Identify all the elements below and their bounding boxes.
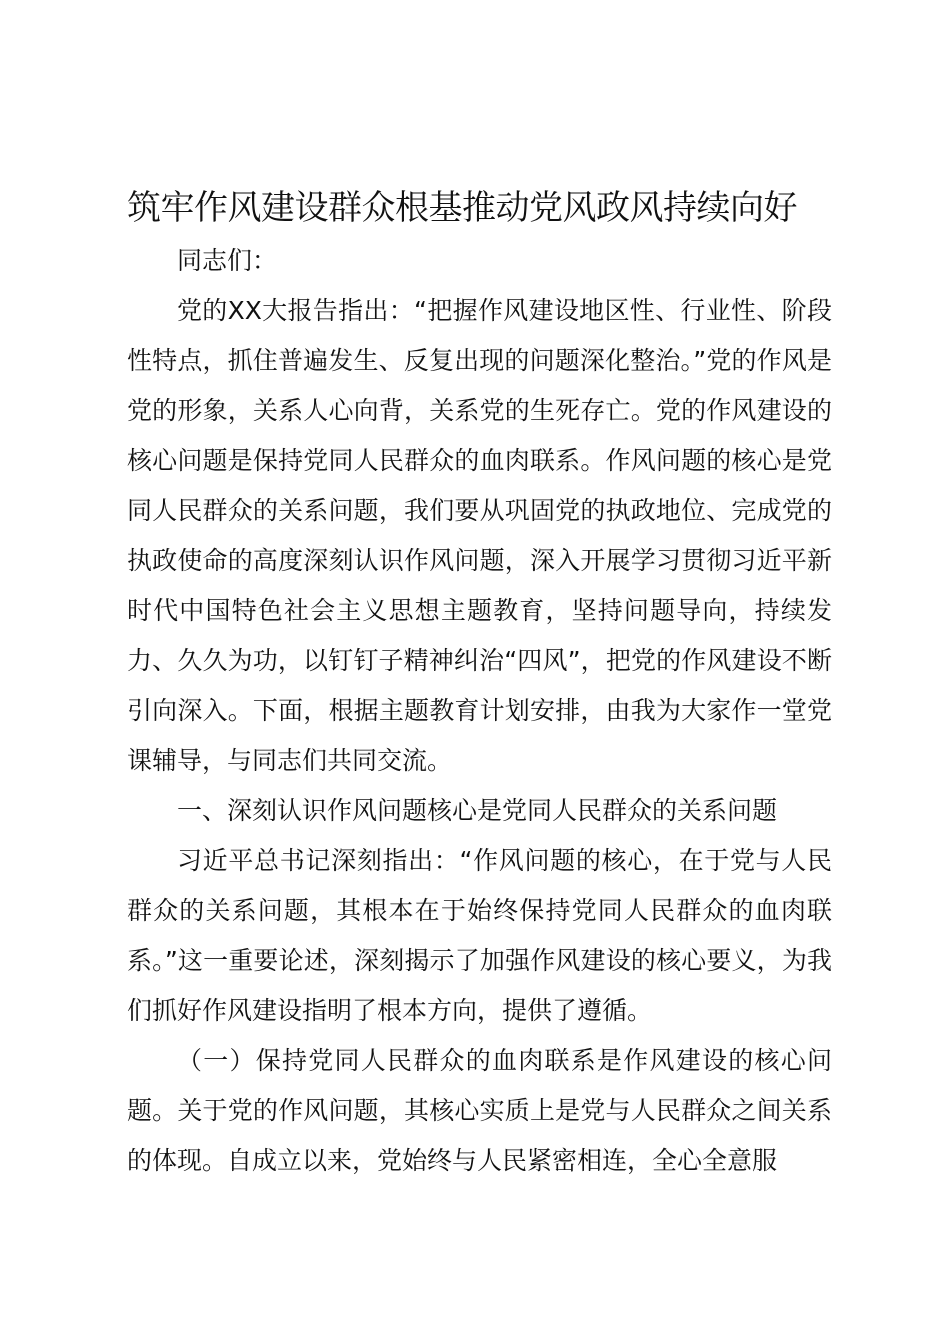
paragraph-intro: 党的XX大报告指出：“把握作风建设地区性、行业性、阶段性特点，抓住普遍发生、反复出现的问题深化整治。”党的作风是党的形象，关系人心向背，关系党的生死存亡。党的作风建设的核心问题是保持党同人民群众的血肉联系。作风问题的核心是党同人民群众的关系问题，我们要从巩固党的执政地位、完成党的执政使命的高度深刻认识作风问题，深入开展学习贯彻习近平新时代中国特色社会主义思想主题教育，坚持问题导向，持续发力、久久为功，以钉钉子精神纠治“四风”，把党的作风建设不断引向深入。下面，根据主题教育计划安排，由我为大家作一堂党课辅导，与同志们共同交流。 <box>127 296 832 775</box>
paragraph-subsection-1: （一）保持党同人民群众的血肉联系是作风建设的核心问题。关于党的作风问题，其核心实质上是党与人民群众之间关系的体现。自成立以来，党始终与人民紧密相连，全心全意服 <box>127 1046 832 1175</box>
section-heading-1: 一、深刻认识作风问题核心是党同人民群众的关系问题 <box>177 796 778 825</box>
document-title: 筑牢作风建设群众根基推动党风政风持续向好 <box>127 188 797 228</box>
salutation: 同志们： <box>177 246 278 275</box>
paragraph-quote: 习近平总书记深刻指出：“作风问题的核心，在于党与人民群众的关系问题，其根本在于始终保持党同人民群众的血肉联系。”这一重要论述，深刻揭示了加强作风建设的核心要义，为我们抓好作风建设指明了根本方向，提供了遵循。 <box>127 846 832 1025</box>
document-page <box>127 180 832 1186</box>
